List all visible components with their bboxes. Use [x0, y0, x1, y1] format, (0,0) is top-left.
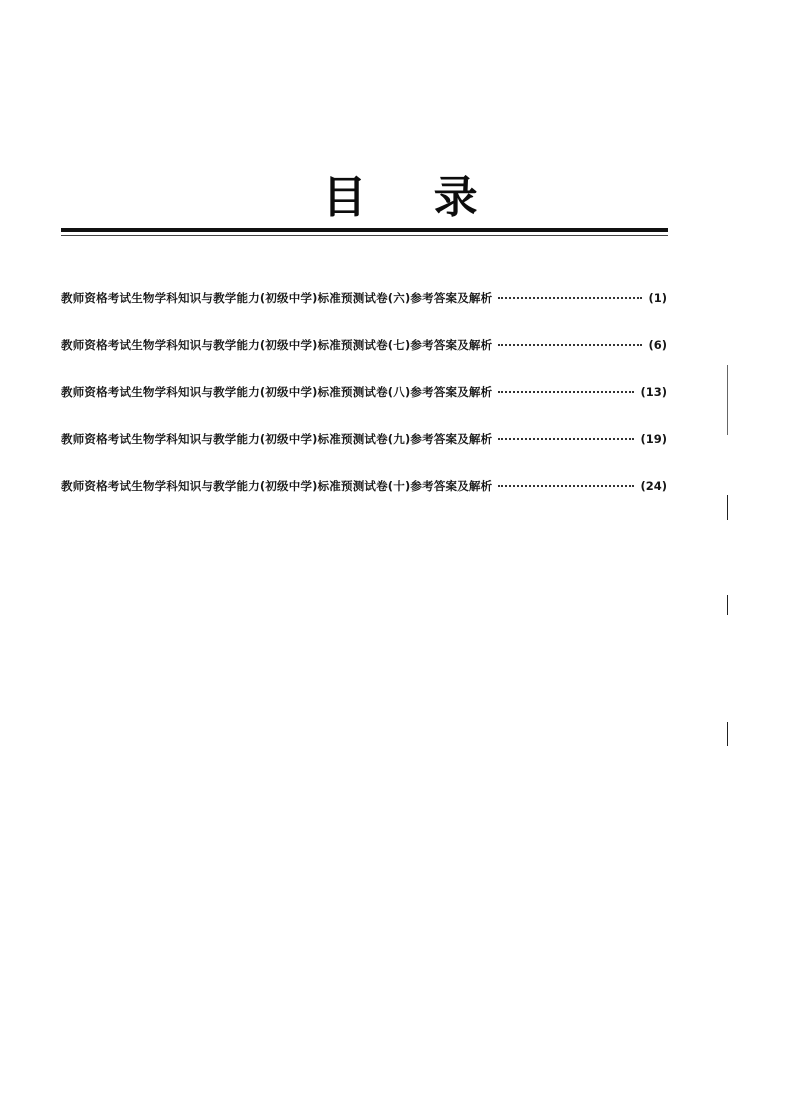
toc-entry-page: (13) — [640, 385, 667, 399]
toc-entry-title: 教师资格考试生物学科知识与教学能力(初级中学)标准预测试卷(九)参考答案及解析 — [61, 432, 493, 446]
toc-entry-title: 教师资格考试生物学科知识与教学能力(初级中学)标准预测试卷(七)参考答案及解析 — [61, 338, 493, 352]
toc-entry[interactable] — [61, 384, 667, 431]
toc-entry-page: (19) — [640, 432, 667, 446]
title-rule-thin — [61, 235, 668, 236]
toc-entry[interactable] — [61, 431, 667, 478]
toc-leader-dots — [498, 438, 634, 440]
page-title: 目 录 — [322, 172, 504, 223]
title-rule-thick — [61, 228, 668, 232]
toc-entry-page: (1) — [648, 291, 667, 305]
toc-entry[interactable] — [61, 478, 667, 525]
scan-artifact — [727, 365, 728, 435]
toc-leader-dots — [498, 297, 642, 299]
scan-artifact — [727, 722, 728, 746]
scan-artifact — [727, 595, 728, 615]
table-of-contents — [61, 290, 667, 525]
toc-leader-dots — [498, 485, 634, 487]
toc-leader-dots — [498, 344, 642, 346]
toc-leader-dots — [498, 391, 634, 393]
toc-entry[interactable] — [61, 290, 667, 337]
toc-entry[interactable] — [61, 337, 667, 384]
toc-entry-title: 教师资格考试生物学科知识与教学能力(初级中学)标准预测试卷(八)参考答案及解析 — [61, 385, 493, 399]
toc-entry-title: 教师资格考试生物学科知识与教学能力(初级中学)标准预测试卷(十)参考答案及解析 — [61, 479, 493, 493]
toc-entry-page: (6) — [648, 338, 667, 352]
toc-entry-title: 教师资格考试生物学科知识与教学能力(初级中学)标准预测试卷(六)参考答案及解析 — [61, 291, 493, 305]
toc-entry-page: (24) — [640, 479, 667, 493]
scan-artifact — [727, 495, 728, 520]
